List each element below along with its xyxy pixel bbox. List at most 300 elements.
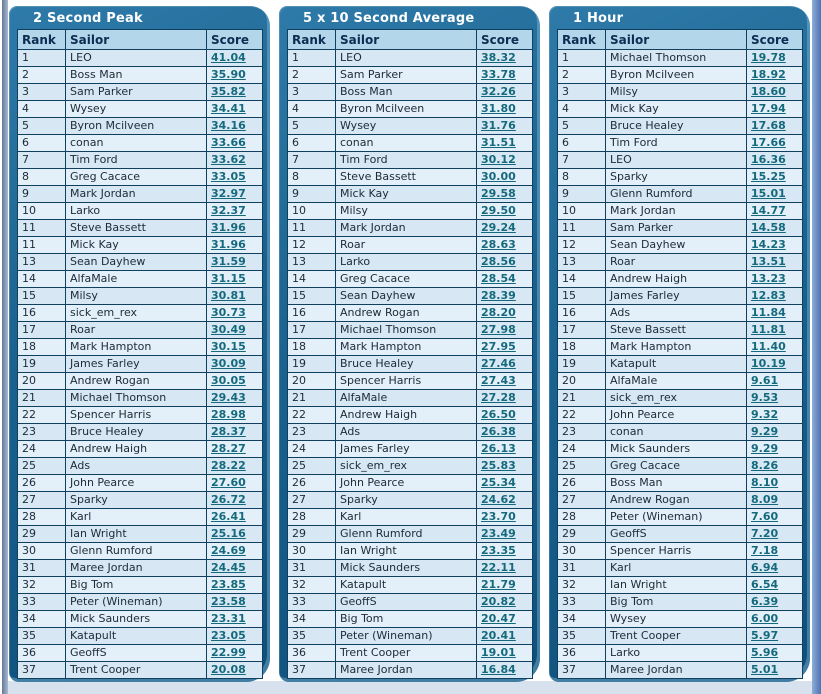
score-link[interactable]: 20.82 — [481, 595, 516, 608]
score-link[interactable]: 13.23 — [751, 272, 786, 285]
score-link[interactable]: 7.18 — [751, 544, 779, 557]
page-left-edge — [2, 0, 8, 694]
score-cell — [477, 220, 533, 237]
score-cell — [207, 390, 263, 407]
score-link[interactable]: 28.56 — [481, 255, 516, 268]
rank-cell: 6 — [558, 135, 606, 152]
sailor-cell: Trent Cooper — [336, 645, 477, 662]
score-cell — [477, 101, 533, 118]
table-body — [288, 50, 533, 679]
rank-cell: 5 — [288, 118, 336, 135]
score-link[interactable]: 7.60 — [751, 510, 779, 523]
sailor-cell: Byron Mcilveen — [336, 101, 477, 118]
table-row — [558, 458, 803, 475]
sailor-cell: Mick Kay — [606, 101, 747, 118]
score-link[interactable]: 6.54 — [751, 578, 779, 591]
table-row — [558, 594, 803, 611]
table-row — [18, 339, 263, 356]
score-link[interactable]: 20.47 — [481, 612, 516, 625]
sailor-cell: Larko — [336, 254, 477, 271]
score-cell — [477, 543, 533, 560]
sailor-cell: Boss Man — [66, 67, 207, 84]
sailor-cell: Trent Cooper — [606, 628, 747, 645]
table-row — [18, 152, 263, 169]
score-link[interactable]: 27.98 — [481, 323, 516, 336]
rank-cell: 10 — [18, 203, 66, 220]
sailor-cell: Byron Mcilveen — [606, 67, 747, 84]
score-cell — [477, 169, 533, 186]
score-link[interactable]: 38.32 — [481, 51, 516, 64]
score-cell — [747, 407, 803, 424]
score-link[interactable]: 11.84 — [751, 306, 786, 319]
sailor-cell: Karl — [336, 509, 477, 526]
score-link[interactable]: 9.61 — [751, 374, 779, 387]
sailor-cell: Greg Cacace — [606, 458, 747, 475]
table-row — [558, 407, 803, 424]
table-row — [558, 526, 803, 543]
score-cell — [747, 101, 803, 118]
score-link[interactable]: 10.19 — [751, 357, 786, 370]
rank-cell: 11 — [18, 220, 66, 237]
table-row — [18, 322, 263, 339]
score-link[interactable]: 28.20 — [481, 306, 516, 319]
sailor-cell: Michael Thomson — [606, 50, 747, 67]
sailor-cell: Steve Bassett — [66, 220, 207, 237]
score-cell — [477, 84, 533, 101]
sailor-cell: Glenn Rumford — [606, 186, 747, 203]
score-cell — [477, 322, 533, 339]
sailor-cell: Wysey — [66, 101, 207, 118]
rank-cell: 19 — [558, 356, 606, 373]
rank-cell: 28 — [288, 509, 336, 526]
table-row — [18, 407, 263, 424]
sailor-cell: Larko — [606, 645, 747, 662]
score-link[interactable]: 6.94 — [751, 561, 779, 574]
score-cell — [477, 50, 533, 67]
score-cell — [747, 339, 803, 356]
score-link[interactable]: 23.49 — [481, 527, 516, 540]
rank-cell: 18 — [18, 339, 66, 356]
score-cell — [747, 441, 803, 458]
sailor-cell: Bruce Healey — [66, 424, 207, 441]
score-cell — [477, 339, 533, 356]
score-link[interactable]: 26.50 — [481, 408, 516, 421]
score-link[interactable]: 14.77 — [751, 204, 786, 217]
table-row — [558, 169, 803, 186]
rank-cell: 16 — [288, 305, 336, 322]
rank-cell: 27 — [558, 492, 606, 509]
score-link[interactable]: 23.05 — [211, 629, 246, 642]
score-cell — [747, 458, 803, 475]
sailor-cell: Andrew Haigh — [336, 407, 477, 424]
score-link[interactable]: 25.16 — [211, 527, 246, 540]
score-header: Score — [207, 30, 263, 50]
score-cell — [207, 118, 263, 135]
score-cell — [477, 203, 533, 220]
score-link[interactable]: 18.60 — [751, 85, 786, 98]
score-link[interactable]: 34.41 — [211, 102, 246, 115]
score-link[interactable]: 28.22 — [211, 459, 246, 472]
sailor-cell: Ads — [606, 305, 747, 322]
score-link[interactable]: 20.08 — [211, 663, 246, 676]
rank-cell: 2 — [288, 67, 336, 84]
score-cell — [747, 220, 803, 237]
rank-cell: 6 — [18, 135, 66, 152]
leaderboard-table — [17, 29, 263, 679]
score-link[interactable]: 34.16 — [211, 119, 246, 132]
score-link[interactable]: 28.54 — [481, 272, 516, 285]
sailor-cell: sick_em_rex — [336, 458, 477, 475]
sailor-cell: Karl — [606, 560, 747, 577]
sailor-cell: Big Tom — [606, 594, 747, 611]
score-link[interactable]: 26.13 — [481, 442, 516, 455]
score-link[interactable]: 33.62 — [211, 153, 246, 166]
sailor-cell: James Farley — [66, 356, 207, 373]
score-cell — [747, 84, 803, 101]
sailor-cell: Ian Wright — [66, 526, 207, 543]
table-row — [288, 67, 533, 84]
score-link[interactable]: 30.81 — [211, 289, 246, 302]
score-link[interactable]: 13.51 — [751, 255, 786, 268]
score-cell — [207, 645, 263, 662]
score-link[interactable]: 27.60 — [211, 476, 246, 489]
score-link[interactable]: 35.82 — [211, 85, 246, 98]
score-cell — [207, 441, 263, 458]
score-link[interactable]: 28.37 — [211, 425, 246, 438]
score-link[interactable]: 26.41 — [211, 510, 246, 523]
score-link[interactable]: 30.00 — [481, 170, 516, 183]
score-link[interactable]: 35.90 — [211, 68, 246, 81]
table-row — [18, 526, 263, 543]
score-link[interactable]: 30.12 — [481, 153, 516, 166]
table-row — [18, 475, 263, 492]
score-link[interactable]: 19.01 — [481, 646, 516, 659]
score-link[interactable]: 31.80 — [481, 102, 516, 115]
table-row — [558, 356, 803, 373]
table-row — [558, 424, 803, 441]
rank-cell: 30 — [558, 543, 606, 560]
rank-cell: 34 — [288, 611, 336, 628]
table-row — [288, 84, 533, 101]
table-row — [288, 305, 533, 322]
score-link[interactable]: 17.94 — [751, 102, 786, 115]
table-row — [288, 577, 533, 594]
score-cell — [747, 237, 803, 254]
table-row — [288, 237, 533, 254]
score-cell — [477, 118, 533, 135]
table-row — [558, 67, 803, 84]
score-cell — [747, 203, 803, 220]
score-link[interactable]: 32.97 — [211, 187, 246, 200]
table-row — [18, 50, 263, 67]
table-row — [288, 390, 533, 407]
score-link[interactable]: 7.20 — [751, 527, 779, 540]
score-link[interactable]: 23.58 — [211, 595, 246, 608]
score-link[interactable]: 5.96 — [751, 646, 779, 659]
score-link[interactable]: 8.26 — [751, 459, 779, 472]
table-row — [288, 611, 533, 628]
score-link[interactable]: 28.63 — [481, 238, 516, 251]
sailor-cell: Byron Mcilveen — [66, 118, 207, 135]
rank-cell: 25 — [18, 458, 66, 475]
table-row — [288, 560, 533, 577]
sailor-cell: Sparky — [336, 492, 477, 509]
panel-title: 5 x 10 Second Average — [303, 11, 475, 26]
score-link[interactable]: 33.05 — [211, 170, 246, 183]
score-link[interactable]: 31.51 — [481, 136, 516, 149]
score-link[interactable]: 31.59 — [211, 255, 246, 268]
score-cell — [747, 492, 803, 509]
table-row — [288, 424, 533, 441]
table-row — [288, 254, 533, 271]
score-link[interactable]: 24.45 — [211, 561, 246, 574]
score-cell — [477, 611, 533, 628]
table-row — [288, 373, 533, 390]
rank-cell: 22 — [288, 407, 336, 424]
score-link[interactable]: 16.36 — [751, 153, 786, 166]
score-cell — [747, 662, 803, 679]
rank-cell: 32 — [558, 577, 606, 594]
score-link[interactable]: 27.28 — [481, 391, 516, 404]
score-cell — [207, 662, 263, 679]
score-link[interactable]: 20.41 — [481, 629, 516, 642]
score-header: Score — [747, 30, 803, 50]
score-cell — [477, 288, 533, 305]
sailor-cell: Tim Ford — [66, 152, 207, 169]
rank-cell: 11 — [288, 220, 336, 237]
score-link[interactable]: 29.58 — [481, 187, 516, 200]
table-row — [288, 322, 533, 339]
score-link[interactable]: 28.27 — [211, 442, 246, 455]
sailor-cell: Sparky — [606, 169, 747, 186]
rank-cell: 37 — [288, 662, 336, 679]
score-link[interactable]: 26.72 — [211, 493, 246, 506]
panel-5x10-second-average — [279, 6, 540, 682]
rank-cell: 32 — [18, 577, 66, 594]
table-row — [18, 492, 263, 509]
rank-cell: 10 — [558, 203, 606, 220]
rank-cell: 20 — [558, 373, 606, 390]
rank-cell: 30 — [18, 543, 66, 560]
table-row — [558, 220, 803, 237]
sailor-cell: Tim Ford — [606, 135, 747, 152]
score-cell — [747, 135, 803, 152]
sailor-cell: Maree Jordan — [66, 560, 207, 577]
sailor-cell: Sparky — [66, 492, 207, 509]
table-row — [18, 169, 263, 186]
sailor-cell: conan — [606, 424, 747, 441]
score-link[interactable]: 12.83 — [751, 289, 786, 302]
rank-cell: 7 — [18, 152, 66, 169]
table-row — [558, 203, 803, 220]
rank-cell: 33 — [558, 594, 606, 611]
score-link[interactable]: 15.25 — [751, 170, 786, 183]
score-link[interactable]: 30.05 — [211, 374, 246, 387]
score-link[interactable]: 8.10 — [751, 476, 779, 489]
score-link[interactable]: 30.73 — [211, 306, 246, 319]
sailor-cell: Larko — [66, 203, 207, 220]
score-link[interactable]: 29.24 — [481, 221, 516, 234]
rank-cell: 22 — [18, 407, 66, 424]
rank-cell: 28 — [18, 509, 66, 526]
score-link[interactable]: 9.32 — [751, 408, 779, 421]
score-link[interactable]: 17.68 — [751, 119, 786, 132]
rank-cell: 5 — [18, 118, 66, 135]
score-link[interactable]: 9.29 — [751, 425, 779, 438]
score-link[interactable]: 30.09 — [211, 357, 246, 370]
rank-cell: 3 — [288, 84, 336, 101]
score-link[interactable]: 25.34 — [481, 476, 516, 489]
score-cell — [477, 135, 533, 152]
score-link[interactable]: 17.66 — [751, 136, 786, 149]
score-cell — [207, 543, 263, 560]
score-link[interactable]: 5.01 — [751, 663, 779, 676]
sailor-cell: James Farley — [606, 288, 747, 305]
score-link[interactable]: 22.11 — [481, 561, 516, 574]
table-row — [288, 50, 533, 67]
score-link[interactable]: 19.78 — [751, 51, 786, 64]
score-link[interactable]: 31.76 — [481, 119, 516, 132]
score-link[interactable]: 9.53 — [751, 391, 779, 404]
score-link[interactable]: 31.96 — [211, 221, 246, 234]
score-cell — [747, 186, 803, 203]
score-link[interactable]: 24.62 — [481, 493, 516, 506]
table-row — [558, 543, 803, 560]
score-link[interactable]: 28.98 — [211, 408, 246, 421]
score-cell — [477, 186, 533, 203]
sailor-cell: Milsy — [606, 84, 747, 101]
sailor-cell: Andrew Haigh — [66, 441, 207, 458]
rank-cell: 11 — [18, 237, 66, 254]
table-row — [558, 84, 803, 101]
table-row — [18, 611, 263, 628]
score-link[interactable]: 26.38 — [481, 425, 516, 438]
table-row — [558, 645, 803, 662]
score-link[interactable]: 15.01 — [751, 187, 786, 200]
score-cell — [747, 645, 803, 662]
score-cell — [747, 526, 803, 543]
sailor-cell: Mick Saunders — [66, 611, 207, 628]
score-link[interactable]: 33.78 — [481, 68, 516, 81]
rank-cell: 13 — [558, 254, 606, 271]
sailor-cell: Steve Bassett — [606, 322, 747, 339]
score-link[interactable]: 8.09 — [751, 493, 779, 506]
sailor-cell: AlfaMale — [606, 373, 747, 390]
score-cell — [207, 509, 263, 526]
score-cell — [207, 424, 263, 441]
score-link[interactable]: 31.15 — [211, 272, 246, 285]
table-row — [288, 407, 533, 424]
sailor-cell: Roar — [606, 254, 747, 271]
rank-cell: 6 — [288, 135, 336, 152]
score-link[interactable]: 18.92 — [751, 68, 786, 81]
score-link[interactable]: 29.50 — [481, 204, 516, 217]
rank-cell: 2 — [18, 67, 66, 84]
score-link[interactable]: 32.26 — [481, 85, 516, 98]
score-link[interactable]: 21.79 — [481, 578, 516, 591]
score-link[interactable]: 11.40 — [751, 340, 786, 353]
score-link[interactable]: 32.37 — [211, 204, 246, 217]
score-link[interactable]: 29.43 — [211, 391, 246, 404]
score-link[interactable]: 24.69 — [211, 544, 246, 557]
score-link[interactable]: 31.96 — [211, 238, 246, 251]
sailor-cell: Steve Bassett — [336, 169, 477, 186]
table-row — [18, 458, 263, 475]
score-link[interactable]: 27.95 — [481, 340, 516, 353]
rank-cell: 37 — [18, 662, 66, 679]
score-link[interactable]: 25.83 — [481, 459, 516, 472]
rank-cell: 11 — [558, 220, 606, 237]
table-row — [18, 424, 263, 441]
sailor-cell: Sam Parker — [66, 84, 207, 101]
table-row — [18, 237, 263, 254]
table-row — [288, 203, 533, 220]
sailor-cell: AlfaMale — [336, 390, 477, 407]
score-link[interactable]: 14.23 — [751, 238, 786, 251]
score-link[interactable]: 16.84 — [481, 663, 516, 676]
score-link[interactable]: 41.04 — [211, 51, 246, 64]
table-row — [288, 594, 533, 611]
score-link[interactable]: 9.29 — [751, 442, 779, 455]
score-cell — [747, 67, 803, 84]
rank-cell: 14 — [288, 271, 336, 288]
score-cell — [747, 475, 803, 492]
rank-cell: 9 — [558, 186, 606, 203]
sailor-header: Sailor — [606, 30, 747, 50]
table-row — [558, 50, 803, 67]
score-cell — [747, 577, 803, 594]
sailor-cell: Big Tom — [66, 577, 207, 594]
table-header — [558, 30, 803, 50]
score-link[interactable]: 23.85 — [211, 578, 246, 591]
rank-cell: 13 — [288, 254, 336, 271]
score-cell — [207, 220, 263, 237]
rank-cell: 14 — [558, 271, 606, 288]
table-row — [288, 526, 533, 543]
sailor-cell: GeoffS — [606, 526, 747, 543]
sailor-cell: Mick Kay — [336, 186, 477, 203]
score-link[interactable]: 14.58 — [751, 221, 786, 234]
rank-cell: 21 — [558, 390, 606, 407]
score-link[interactable]: 30.15 — [211, 340, 246, 353]
score-cell — [207, 322, 263, 339]
sailor-cell: Mark Jordan — [66, 186, 207, 203]
rank-cell: 24 — [18, 441, 66, 458]
score-cell — [477, 475, 533, 492]
table-row — [558, 339, 803, 356]
score-link[interactable]: 28.39 — [481, 289, 516, 302]
score-link[interactable]: 6.00 — [751, 612, 779, 625]
rank-cell: 17 — [288, 322, 336, 339]
score-link[interactable]: 23.35 — [481, 544, 516, 557]
sailor-cell: Katapult — [606, 356, 747, 373]
score-link[interactable]: 6.39 — [751, 595, 779, 608]
sailor-cell: Maree Jordan — [606, 662, 747, 679]
score-link[interactable]: 5.97 — [751, 629, 779, 642]
rank-cell: 31 — [288, 560, 336, 577]
score-link[interactable]: 23.31 — [211, 612, 246, 625]
score-cell — [477, 509, 533, 526]
score-link[interactable]: 27.43 — [481, 374, 516, 387]
table-row — [288, 356, 533, 373]
score-link[interactable]: 30.49 — [211, 323, 246, 336]
score-link[interactable]: 23.70 — [481, 510, 516, 523]
score-link[interactable]: 27.46 — [481, 357, 516, 370]
sailor-cell: Roar — [336, 237, 477, 254]
score-link[interactable]: 33.66 — [211, 136, 246, 149]
score-link[interactable]: 22.99 — [211, 646, 246, 659]
score-link[interactable]: 11.81 — [751, 323, 786, 336]
